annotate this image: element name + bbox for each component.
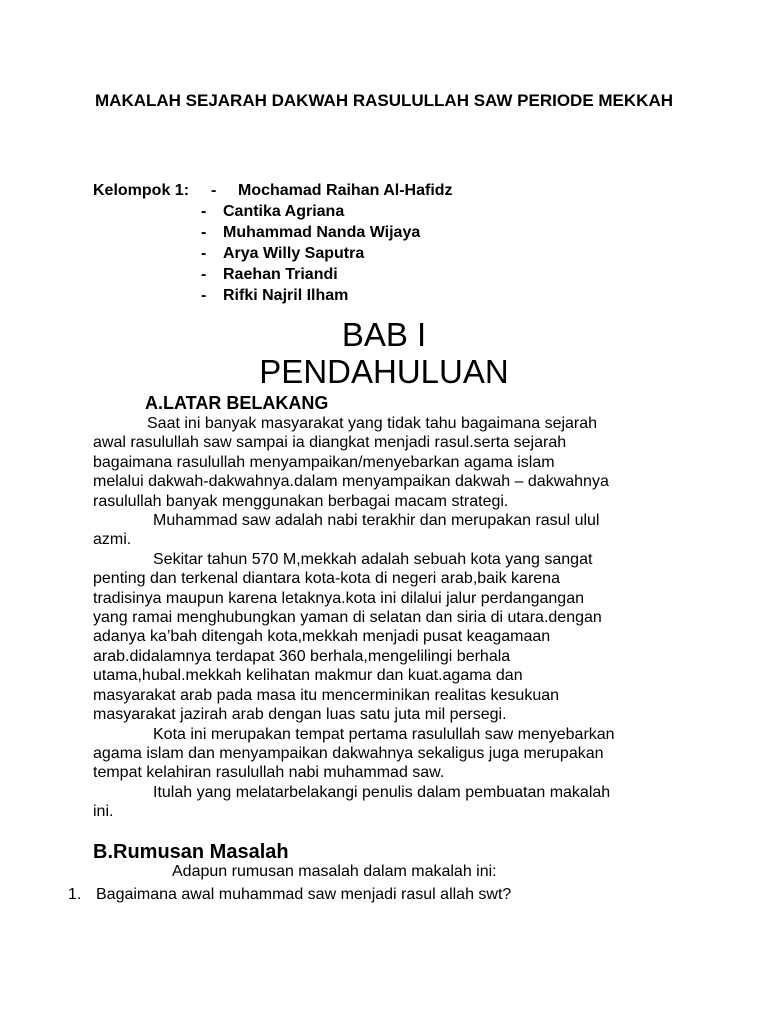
text-line: Sekitar tahun 570 M,mekkah adalah sebuah kota yang sangat (153, 550, 593, 568)
bullet-dash: - (201, 203, 207, 220)
text-line: Saat ini banyak masyarakat yang tidak tahu bagaimana sejarah (147, 415, 598, 432)
paragraph-5 (93, 783, 693, 822)
chapter-heading (0, 316, 768, 390)
paragraph-4 (93, 725, 693, 783)
text-line: masyarakat arab pada masa itu mencerminikan realitas kesukuan (93, 686, 560, 704)
paragraph-2 (93, 511, 693, 550)
chapter-number: BAB I (341, 316, 427, 353)
text-line: utama,hubal.mekkah kelihatan makmur dan kuat.agama dan (93, 667, 523, 685)
text-line: agama islam dan menyampaikan dakwahnya sekaligus juga merupakan (93, 744, 604, 762)
bullet-dash: - (201, 266, 207, 283)
paragraph-3 (93, 550, 693, 725)
text-line: adanya ka’bah ditengah kota,mekkah menjadi pusat keagamaan (93, 628, 551, 646)
list-number: 1. (68, 886, 82, 903)
bullet-dash: - (201, 224, 207, 241)
member-name: Cantika Agriana (223, 203, 345, 220)
text-line: Muhammad saw adalah nabi terakhir dan merupakan rasul ulul (153, 512, 600, 530)
text-line: ini. (93, 803, 114, 821)
text-line: awal rasulullah saw sampai ia diangkat menjadi rasul.serta sejarah (93, 434, 567, 452)
document-title: MAKALAH SEJARAH DAKWAH RASULULLAH SAW PERIODE MEKKAH (95, 91, 673, 110)
member-name: Arya Willy Saputra (223, 245, 365, 262)
bullet-dash: - (201, 287, 207, 304)
text-line: rasulullah banyak menggunakan berbagai macam strategi. (93, 492, 509, 510)
chapter-name: PENDAHULUAN (259, 353, 509, 390)
member-name: Mochamad Raihan Al-Hafidz (238, 182, 453, 199)
text-line: Itulah yang melatarbelakangi penulis dalam pembuatan makalah (153, 783, 611, 801)
text-line: melalui dakwah-dakwahnya.dalam menyampaikan dakwah – dakwahnya (93, 473, 609, 491)
bullet-dash: - (211, 182, 217, 199)
section-b-heading: B.Rumusan Masalah (93, 841, 289, 863)
text-line: tempat kelahiran rasulullah nabi muhammad saw. (93, 764, 445, 782)
paragraph-1 (93, 414, 693, 511)
group-label: Kelompok 1: (93, 182, 190, 199)
text-line: tradisinya maupun karena letaknya.kota ini dilalui jalur perdangangan (93, 589, 584, 607)
list-text: Bagaimana awal muhammad saw menjadi rasul allah swt? (96, 886, 512, 903)
section-a-body (93, 414, 693, 822)
text-line: masyarakat jazirah arab dengan luas satu juta mil persegi. (93, 706, 507, 724)
text-line: yang ramai menghubungkan yaman di selatan dan siria di utara.dengan (93, 609, 602, 627)
text-line: azmi. (93, 531, 132, 549)
bullet-dash: - (201, 245, 207, 262)
member-name: Rifki Najril Ilham (223, 287, 349, 304)
text-line: arab.didalamnya terdapat 360 berhala,mengelilingi berhala (93, 647, 511, 665)
section-b-intro: Adapun rumusan masalah dalam makalah ini: (172, 863, 497, 880)
member-name: Muhammad Nanda Wijaya (223, 224, 421, 241)
text-line: penting dan terkenal diantara kota-kota di negeri arab,baik karena (93, 570, 560, 588)
member-name: Raehan Triandi (223, 266, 338, 283)
text-line: bagaimana rasulullah menyampaikan/menyebarkan agama islam (93, 453, 555, 471)
text-line: Kota ini merupakan tempat pertama rasulullah saw menyebarkan (153, 725, 615, 743)
section-a-heading: A.LATAR BELAKANG (145, 393, 329, 413)
